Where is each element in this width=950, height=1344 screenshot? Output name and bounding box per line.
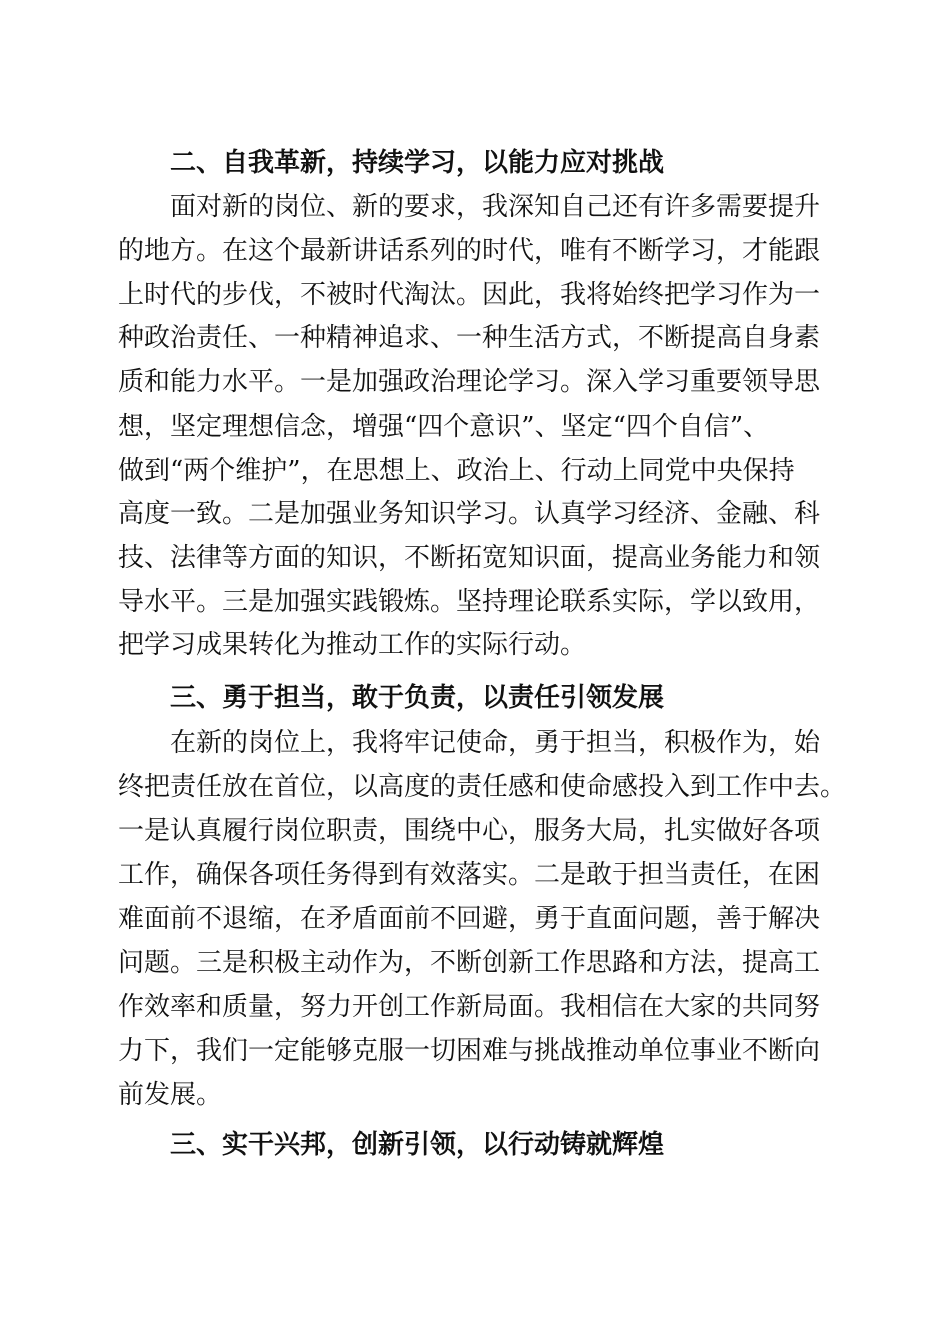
paragraph-line: 高度一致。二是加强业务知识学习。认真学习经济、金融、科 <box>118 499 821 529</box>
paragraph-line: 想，坚定理想信念，增强“四个意识”、坚定“四个自信”、 <box>118 412 770 442</box>
section-heading-3: 三、实干兴邦，创新引领，以行动铸就辉煌 <box>170 1130 665 1160</box>
paragraph-line: 前发展。 <box>118 1080 223 1110</box>
section-heading-2: 三、勇于担当，敢于负责，以责任引领发展 <box>170 683 665 713</box>
paragraph-line: 把学习成果转化为推动工作的实际行动。 <box>118 630 587 660</box>
paragraph-line: 面对新的岗位、新的要求，我深知自己还有许多需要提升 <box>170 192 821 222</box>
paragraph-line: 一是认真履行岗位职责，围绕中心，服务大局，扎实做好各项 <box>118 816 821 846</box>
paragraph-line: 难面前不退缩，在矛盾面前不回避，勇于直面问题，善于解决 <box>118 904 821 934</box>
paragraph-line: 质和能力水平。一是加强政治理论学习。深入学习重要领导思 <box>118 367 821 397</box>
paragraph-line: 种政治责任、一种精神追求、一种生活方式，不断提高自身素 <box>118 323 821 353</box>
section-heading-1: 二、自我革新，持续学习，以能力应对挑战 <box>170 148 665 178</box>
paragraph-line: 作效率和质量，努力开创工作新局面。我相信在大家的共同努 <box>118 992 821 1022</box>
paragraph-line: 在新的岗位上，我将牢记使命，勇于担当，积极作为，始 <box>170 728 821 758</box>
paragraph-line: 技、法律等方面的知识，不断拓宽知识面，提高业务能力和领 <box>118 543 821 573</box>
paragraph-line: 上时代的步伐，不被时代淘汰。因此，我将始终把学习作为一 <box>118 280 821 310</box>
paragraph-line: 的地方。在这个最新讲话系列的时代，唯有不断学习，才能跟 <box>118 236 821 266</box>
paragraph-line: 工作，确保各项任务得到有效落实。二是敢于担当责任，在困 <box>118 860 821 890</box>
paragraph-line: 做到“两个维护”，在思想上、政治上、行动上同党中央保持 <box>118 456 795 486</box>
paragraph-line: 导水平。三是加强实践锻炼。坚持理论联系实际，学以致用， <box>118 587 821 617</box>
paragraph-line: 问题。三是积极主动作为，不断创新工作思路和方法，提高工 <box>118 948 821 978</box>
paragraph-line: 力下，我们一定能够克服一切困难与挑战推动单位事业不断向 <box>118 1036 821 1066</box>
paragraph-line: 终把责任放在首位，以高度的责任感和使命感投入到工作中去。 <box>118 772 847 802</box>
